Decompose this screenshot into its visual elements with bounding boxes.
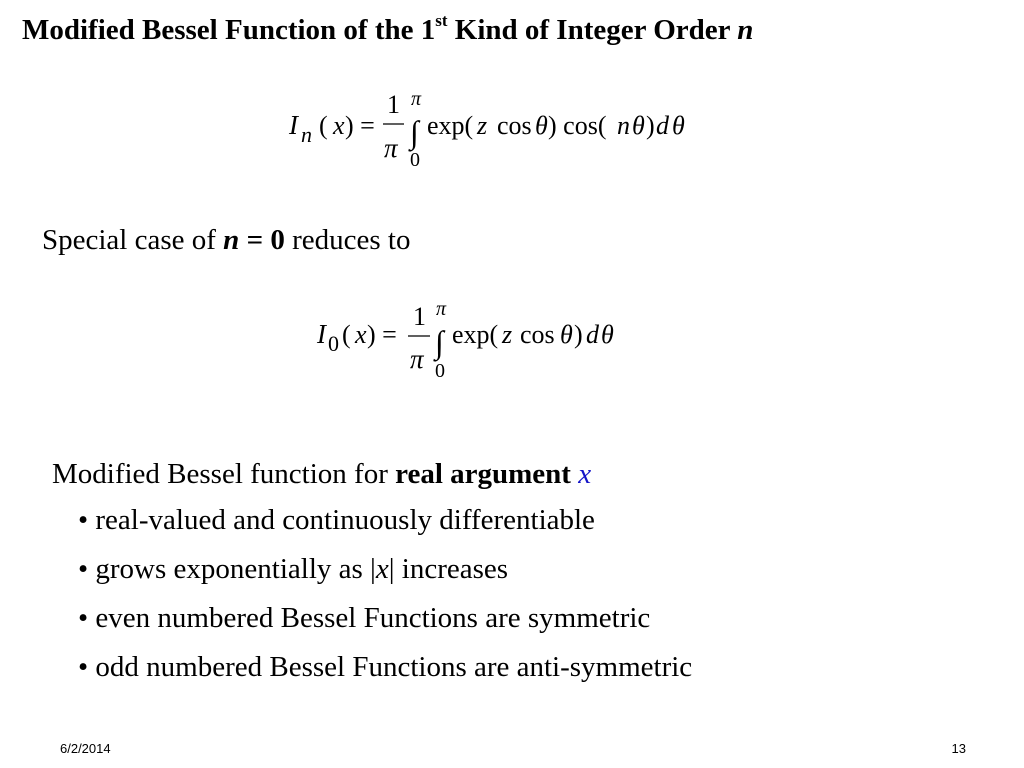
eq1-theta3: θ [672,111,685,140]
eq1-lower-limit: 0 [410,149,420,171]
eq2-z: z [502,320,513,349]
eq2-exp: exp( [452,320,499,349]
property-list [78,505,692,701]
eq2-lhs-x: x [355,320,367,349]
eq1-z: z [477,111,488,140]
equation-bessel-in [288,88,685,171]
special-case-suffix: reduces to [284,224,411,256]
slide-title [22,11,754,47]
eq1-frac-num: 1 [387,90,400,119]
eq2-upper-limit: π [436,298,447,320]
eq2-cos: cos [520,320,555,349]
list-item-suffix: | increases [388,553,509,585]
title-part2: Kind of Integer Order [447,14,738,46]
eq1-lhs-symbol: I [289,110,298,140]
eq1-cos: cos [497,111,532,140]
eq1-upper-limit: π [411,88,422,110]
eq1-lhs-close-eq: ) = [345,111,375,140]
eq1-lhs-open: ( [319,111,328,140]
eq1-cos2: ) cos( [548,111,607,140]
title-variable: n [737,14,754,46]
real-argument-heading [52,458,591,491]
eq2-lhs-open: ( [342,320,351,349]
list-item-prefix: • grows exponentially as | [78,553,376,585]
list-item: • even numbered Bessel Functions are symmetric [78,602,651,634]
eq2-lower-limit: 0 [435,360,445,382]
eq2-d: d [586,320,599,349]
eq1-lhs-x: x [333,111,345,140]
footer-date: 6/2/2014 [60,741,111,756]
eq1-integral-sign: ∫ [410,114,419,150]
footer-page-number: 13 [951,741,966,756]
eq2-lhs-subscript: 0 [328,331,339,356]
special-case-eq: = 0 [239,224,285,256]
eq2-theta: θ [560,320,573,349]
eq2-frac-den: π [410,344,424,374]
eq1-d: d [656,111,669,140]
equation-bessel-i0 [316,298,614,382]
eq1-lhs-subscript: n [301,122,312,147]
eq1-exp: exp( [427,111,474,140]
eq2-lhs-symbol: I [317,319,326,349]
real-argument-prefix: Modified Bessel function for [52,458,396,490]
list-item: • real-valued and continuously differentiable [78,504,595,536]
special-case-text [42,224,410,257]
eq2-theta2: θ [601,320,614,349]
title-superscript: st [435,11,448,31]
eq2-frac-num: 1 [413,302,426,331]
eq2-integral-sign: ∫ [435,324,444,360]
special-case-prefix: Special case of [42,224,224,256]
list-item-variable: x [375,553,389,585]
eq1-theta: θ [535,111,548,140]
real-argument-variable: x [578,458,592,490]
list-item: • odd numbered Bessel Functions are anti-symmetric [78,651,693,683]
eq1-close: ) [646,111,655,140]
eq1-frac-den: π [384,133,398,163]
title-part1: Modified Bessel Function of the 1 [22,14,436,46]
special-case-n: n [223,224,240,256]
eq2-close: ) [574,320,583,349]
eq1-n: n [617,111,630,140]
eq1-theta2: θ [632,111,645,140]
eq2-lhs-close-eq: ) = [367,320,397,349]
real-argument-bold: real argument [395,458,571,490]
list-item [78,554,692,603]
